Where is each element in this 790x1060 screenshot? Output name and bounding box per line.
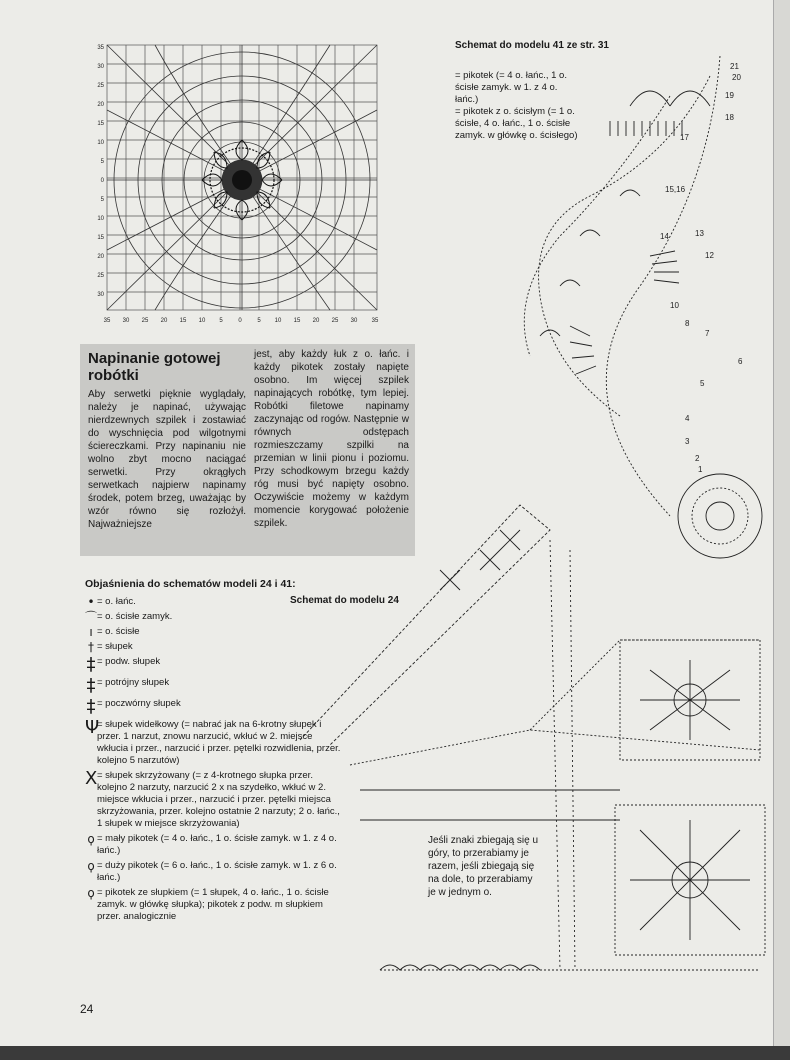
row-label: 3 (685, 437, 690, 446)
crossed-stitch-icon: X (85, 768, 98, 789)
legend-item: ‡ = potrójny słupek (86, 675, 170, 696)
schema24-title: Schemat do modelu 24 (290, 595, 399, 606)
page-edge (773, 0, 790, 1046)
schema24-diagram (290, 490, 775, 990)
treble-crochet-icon: ‡ (86, 654, 96, 675)
page-number: 24 (80, 1002, 94, 1016)
chain-stitch-icon: • (87, 595, 95, 609)
legend-item: ı = o. ścisłe (85, 626, 345, 638)
large-picot-icon: ϙ (87, 859, 95, 873)
quadruple-treble-icon: ‡ (86, 696, 96, 717)
picot-with-stitch-icon: ϙ (87, 886, 95, 900)
picot-desc-2: = pikotek z o. ścisłym (= 1 o. ścisłe, 4 o. łańc., 1 o. ścisłe zamyk. w główkę o. ścisłego) (455, 106, 578, 141)
row-label: 8 (685, 319, 690, 328)
y-tick: 20 (97, 102, 104, 108)
row-label: 15,16 (665, 185, 686, 194)
row-label: 10 (670, 301, 679, 310)
legend-item: X = słupek skrzyżowany (= z 4-krotnego słupka przer. kolejno 2 narzuty, narzucić 2 x na szydełko, wkłuć w 2. miejsce wkłucia i przer., narzucić i przer. pętelki miejsca skrzyżowania, przer. kolejno ostatnie 2 narzuty; 2 o. łańc., 1 słupek w miejsce skrzyżowania) (85, 768, 340, 829)
x-tick: 5 (219, 318, 223, 324)
row-label: 13 (695, 229, 704, 238)
row-label: 20 (732, 73, 741, 82)
y-tick: 25 (97, 273, 104, 279)
y-tick: 10 (97, 140, 104, 146)
triple-treble-icon: ‡ (86, 675, 96, 696)
x-tick: 15 (179, 318, 187, 324)
y-axis-labels (97, 45, 104, 298)
x-tick: 5 (257, 318, 261, 324)
legend-title: Objaśnienia do schematów modeli 24 i 41: (85, 578, 296, 590)
legend-item: • = o. łańc. (85, 596, 345, 608)
row-label: 2 (695, 454, 700, 463)
y-tick: 35 (97, 45, 104, 51)
x-tick: 15 (293, 318, 301, 324)
y-tick: 25 (97, 83, 104, 89)
y-tick: 10 (97, 216, 104, 222)
y-tick: 15 (97, 235, 104, 241)
x-tick: 10 (198, 318, 206, 324)
x-tick: 20 (160, 318, 168, 324)
x-tick: 10 (274, 318, 282, 324)
y-tick: 30 (97, 292, 104, 298)
legend-item: ⌒ = o. ścisłe zamyk. (85, 610, 173, 624)
slip-stitch-icon: ⌒ (85, 610, 98, 624)
legend-item: Ψ = słupek widełkowy (= nabrać jak na 6-krotny słupek i przer. 1 narzut, znowu narzucić, wkłuć w 2. miejsce wkłucia i przer., narzucić i przer. pętelki rozwidlenia, przer. kolejno 5 narzutów) (85, 717, 341, 766)
pinning-text-col1: Aby serwetki pięknie wyglądały, należy je napinać, używając nierdzewnych szpilek i zostawiać do wyschnięcia pod wilgotnymi ściereczkami. Przy napinaniu nie wolno zbyt mocno naciągać serwetki. Przy okrągłych serwetkach najpierw napinamy środek, potem brzeg, uważając by wzór równo się rozłożył. Najważniejsze (88, 389, 246, 530)
scan-bottom-edge (0, 1046, 790, 1060)
legend-item: ϙ = pikotek ze słupkiem (= 1 słupek, 4 o. łańc., 1 o. ścisłe zamyk. w główkę słupka); pikotek z podw. m słupkiem przer. analogicznie (85, 887, 345, 923)
row-label: 21 (730, 62, 739, 71)
x-axis-labels (104, 318, 379, 324)
row-label: 14 (660, 232, 669, 241)
legend-item: ϙ = mały pikotek (= 4 o. łańc., 1 o. ścisłe zamyk. w 1. z 4 o. łańc.) (85, 833, 345, 857)
y-tick: 30 (97, 64, 104, 70)
row-label: 12 (705, 251, 714, 260)
x-tick: 20 (312, 318, 320, 324)
pinning-text-col2: jest, aby każdy łuk z o. łańc. i każdy pikotek zostały napięte osobno. Im więcej szpilek napinających robótkę, tym lepiej. Robótki filetowe napinamy zaczynając od rogów. Następnie w równych odstępach rozmieszczamy szpilki na przemian w linii pionu i poziomu. Przy schodkowym brzegu każdy róg musi być napięty osobno. Oczywiście możemy w każdym momencie korygować położenie szpilek. (254, 349, 409, 529)
row-label: 18 (725, 113, 734, 122)
y-tick: 5 (100, 159, 104, 165)
row-label: 19 (725, 91, 734, 100)
row-label: 7 (705, 329, 710, 338)
y-tick: 0 (100, 178, 104, 184)
x-tick: 25 (141, 318, 149, 324)
y-tick: 5 (100, 197, 104, 203)
double-crochet-icon: † (88, 640, 94, 654)
x-tick: 35 (103, 318, 111, 324)
row-label: 6 (738, 357, 743, 366)
x-tick: 35 (371, 318, 379, 324)
y-tick: 15 (97, 121, 104, 127)
filet-grid-chart (85, 40, 385, 330)
row-label: 4 (685, 414, 690, 423)
x-tick: 30 (350, 318, 358, 324)
small-picot-icon: ϙ (87, 832, 95, 846)
schema24-note: Jeśli znaki zbiegają się u góry, to przerabiamy je razem, jeśli zbiegają się na dole, to przerabiamy je w jednym o. (428, 835, 539, 898)
row-label: 1 (698, 465, 703, 474)
forked-stitch-icon: Ψ (85, 717, 100, 738)
row-label: 5 (700, 379, 705, 388)
legend-item: ‡ = podw. słupek (86, 654, 161, 675)
picot-desc-1: = pikotek (= 4 o. łańc., 1 o. ścisłe zamyk. w 1. z 4 o. łańc.) (455, 70, 567, 105)
x-tick: 0 (238, 318, 242, 324)
row-label: 17 (680, 133, 689, 142)
legend-item: ϙ = duży pikotek (= 6 o. łańc., 1 o. ścisłe zamyk. w 1. z 6 o. łańc.) (85, 860, 345, 884)
schema41-title: Schemat do modelu 41 ze str. 31 (455, 40, 609, 51)
single-crochet-icon: ı (89, 625, 93, 639)
legend-item: ‡ = poczwórny słupek (86, 696, 181, 717)
x-tick: 25 (331, 318, 339, 324)
pinning-title: Napinanie gotowej robótki (88, 350, 221, 384)
x-tick: 30 (122, 318, 130, 324)
y-tick: 20 (97, 254, 104, 260)
legend-item: † = słupek (85, 641, 345, 653)
